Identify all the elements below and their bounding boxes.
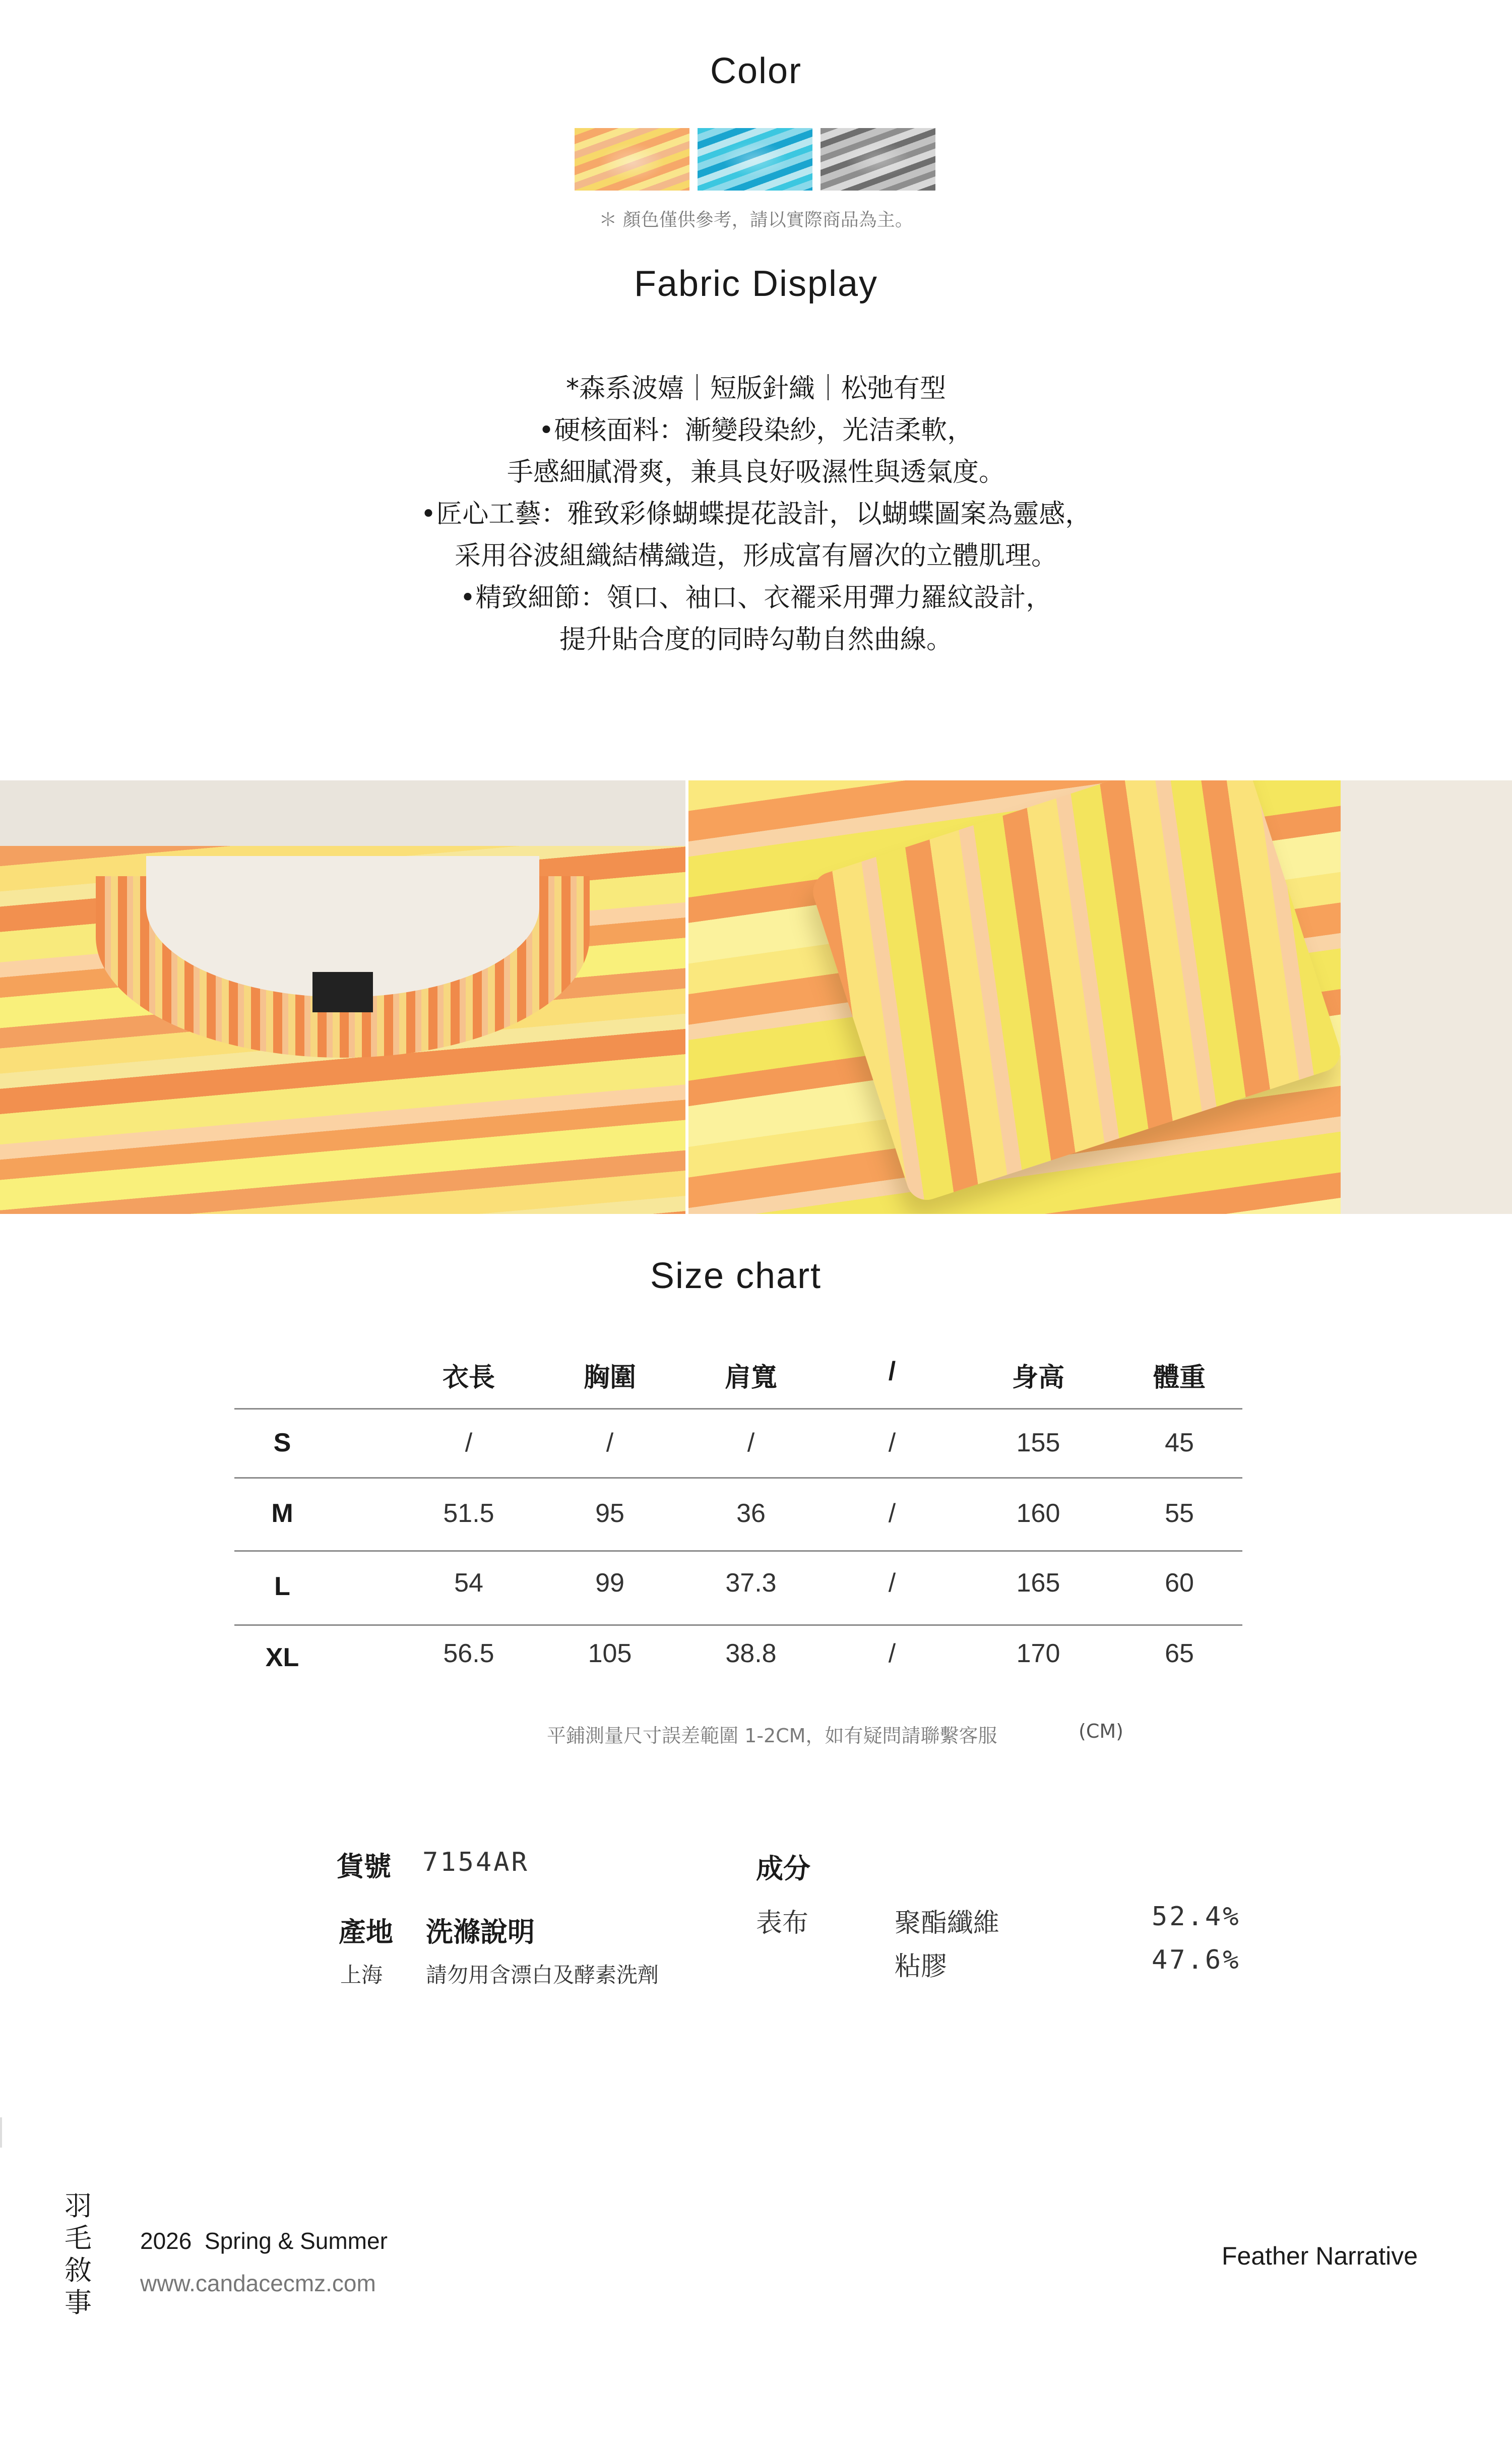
material-name: 粘膠 — [895, 1951, 948, 1982]
header-shoulder: 肩寬 — [724, 1363, 777, 1392]
table-cell: 165 — [1016, 1568, 1060, 1598]
table-cell: / — [888, 1499, 896, 1528]
size-chart-note: 平鋪測量尺寸誤差範圍 1-2CM，如有疑問請聯繫客服 — [547, 1725, 997, 1747]
table-divider — [234, 1408, 1242, 1410]
row-size-label: S — [273, 1428, 291, 1457]
material-percent: 47.6% — [1152, 1945, 1241, 1975]
table-cell: 160 — [1016, 1499, 1060, 1528]
fabric-description — [0, 368, 1512, 661]
table-cell: 36 — [736, 1499, 766, 1528]
table-cell: 51.5 — [443, 1499, 494, 1528]
brand-vertical — [65, 2190, 95, 2319]
brand-label-tag — [312, 972, 373, 1012]
sleeve-photo — [688, 780, 1512, 1214]
swatch-orange[interactable] — [575, 128, 689, 191]
composition-label: 成分 — [756, 1853, 810, 1884]
table-cell: 38.8 — [725, 1639, 777, 1668]
table-cell: / — [606, 1428, 614, 1457]
origin-label: 產地 — [339, 1916, 393, 1948]
origin-value: 上海 — [340, 1963, 383, 1987]
size-chart-title: Size chart — [650, 1256, 822, 1296]
table-cell: 99 — [595, 1568, 624, 1598]
header-weight: 體重 — [1153, 1363, 1206, 1392]
table-cell: 95 — [595, 1499, 624, 1528]
collar-photo — [0, 780, 685, 1214]
table-cell: 60 — [1165, 1568, 1194, 1598]
table-cell: / — [465, 1428, 473, 1457]
brand-char: 敘 — [65, 2254, 92, 2286]
brand-english: Feather Narrative — [1222, 2242, 1418, 2270]
size-chart-unit: (CM) — [1079, 1720, 1123, 1742]
material-percent: 52.4% — [1152, 1902, 1241, 1932]
table-cell: 65 — [1165, 1639, 1194, 1668]
table-cell: 56.5 — [443, 1639, 494, 1668]
photo-background — [1341, 780, 1512, 1214]
table-divider — [234, 1477, 1242, 1479]
care-value: 請勿用含漂白及酵素洗劑 — [426, 1963, 659, 1987]
table-cell: / — [747, 1428, 755, 1457]
row-size-label: L — [274, 1572, 290, 1601]
table-divider — [234, 1550, 1242, 1552]
table-cell: / — [888, 1639, 896, 1668]
header-blank: / — [888, 1357, 896, 1386]
table-cell: / — [888, 1568, 896, 1598]
fabric-line: •精致細節：領口、袖口、衣襬采用彈力羅紋設計， — [460, 583, 1052, 613]
item-no-value: 7154AR — [422, 1847, 529, 1877]
color-title: Color — [710, 51, 802, 91]
fabric-line: •硬核面料：漸變段染紗，光洁柔軟， — [538, 415, 974, 446]
header-chest: 胸圍 — [583, 1363, 636, 1392]
table-cell: 155 — [1016, 1428, 1060, 1457]
table-cell: / — [888, 1428, 896, 1457]
table-cell: 45 — [1165, 1428, 1194, 1457]
fabric-line: •匠心工藝：雅致彩條蝴蝶提花設計，以蝴蝶圖案為靈感， — [420, 499, 1092, 529]
table-divider — [234, 1624, 1242, 1626]
fabric-title: Fabric Display — [634, 264, 878, 304]
fabric-line: 提升貼合度的同時勾勒自然曲線。 — [559, 625, 953, 655]
color-note: ＊ 顏色僅供參考，請以實際商品為主。 — [599, 210, 913, 230]
brand-char: 羽 — [65, 2190, 92, 2222]
footer-divider — [0, 2117, 2, 2148]
care-label: 洗滌說明 — [426, 1916, 535, 1948]
table-cell: 105 — [588, 1639, 632, 1668]
table-cell: 37.3 — [725, 1568, 777, 1598]
fabric-line: *森系波嬉｜短版針織｜松弛有型 — [565, 374, 946, 404]
table-cell: 170 — [1016, 1639, 1060, 1668]
material-name: 聚酯纖維 — [895, 1908, 1000, 1938]
fabric-line: 手感細膩滑爽，兼具良好吸濕性與透氣度。 — [507, 457, 1005, 487]
brand-char: 毛 — [65, 2222, 92, 2254]
fabric-label: 表布 — [756, 1908, 809, 1938]
item-no-label: 貨號 — [337, 1851, 391, 1882]
swatch-gray[interactable] — [821, 128, 935, 191]
row-size-label: M — [271, 1499, 293, 1528]
table-cell: 55 — [1165, 1499, 1194, 1528]
website-link[interactable]: www.candacecmz.com — [140, 2270, 376, 2296]
header-length: 衣長 — [442, 1363, 495, 1392]
swatch-blue[interactable] — [698, 128, 812, 191]
brand-char: 事 — [65, 2287, 92, 2318]
season-text: 2026 Spring & Summer — [140, 2228, 388, 2254]
row-size-label: XL — [265, 1643, 299, 1672]
fabric-line: 采用谷波組織結構織造，形成富有層次的立體肌理。 — [454, 541, 1057, 571]
header-height: 身高 — [1012, 1363, 1064, 1392]
table-cell: 54 — [454, 1568, 483, 1598]
